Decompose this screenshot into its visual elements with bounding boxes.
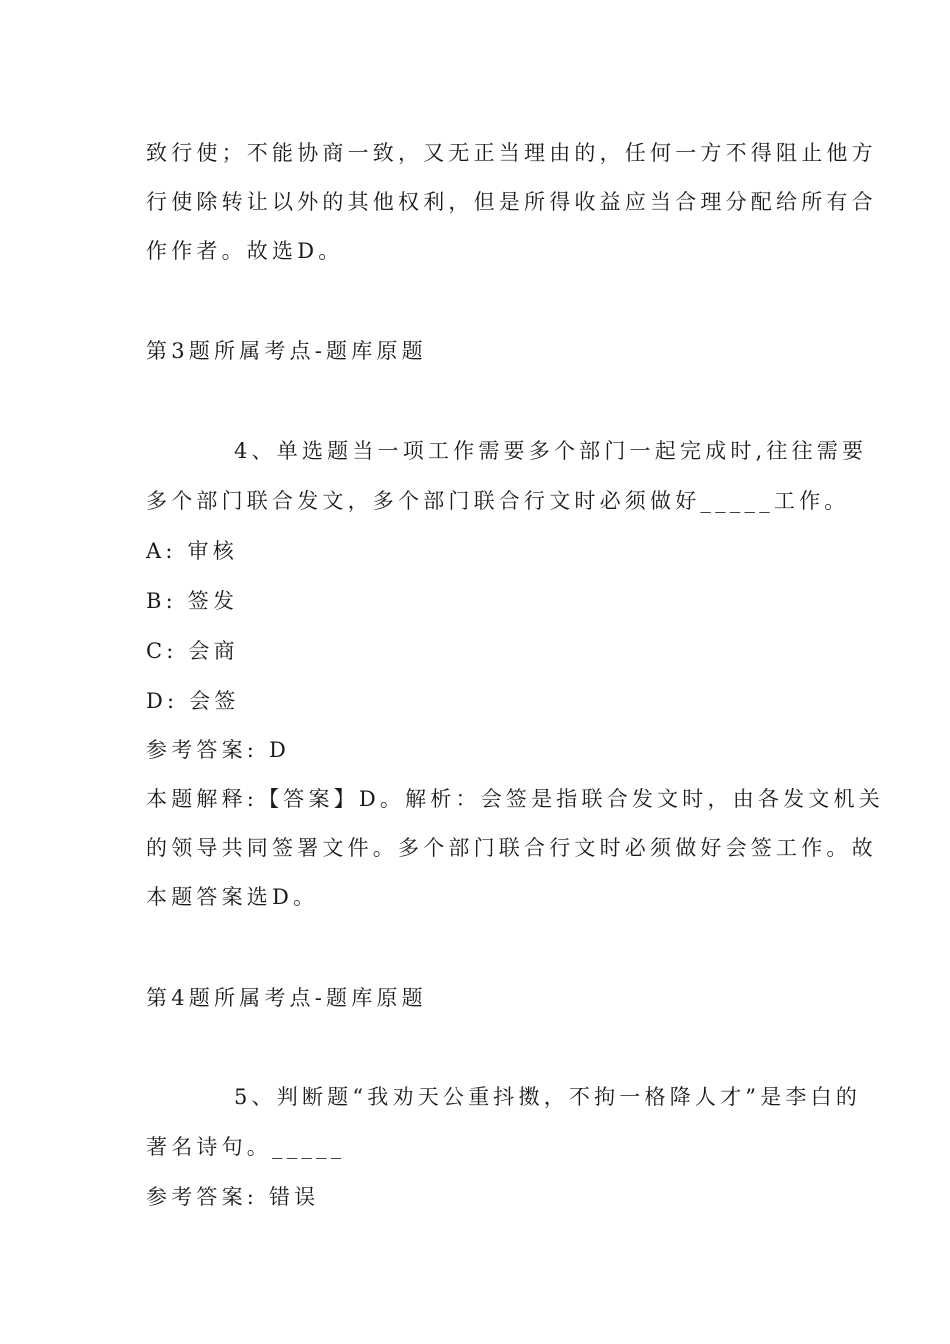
option-b: B: 签发: [146, 589, 239, 613]
question-5-stem-line2: [146, 1132, 346, 1162]
explanation-line: 本题解释:【答案】D。解析：会签是指联合发文时，由各发文机关: [146, 787, 884, 811]
stem-text: 工作。: [773, 489, 850, 513]
stem-text: 著名诗句。: [146, 1135, 272, 1159]
answer-blank: _____: [272, 1135, 346, 1159]
option-c: C: 会商: [146, 639, 239, 663]
answer-label: 参考答案: 错误: [146, 1185, 320, 1209]
answer-blank: _____: [700, 489, 774, 513]
knowledge-point-label: 第3题所属考点-题库原题: [146, 339, 427, 363]
knowledge-point-label: 第4题所属考点-题库原题: [146, 986, 427, 1010]
stem-text: 多个部门联合发文，多个部门联合行文时必须做好: [146, 489, 701, 513]
question-5-stem-line1: 5、判断题“我劝天公重抖擞，不拘一格降人才”是李白的: [234, 1085, 862, 1109]
option-a: A: 审核: [146, 539, 238, 563]
question-4-stem-line1: 4、单选题当一项工作需要多个部门一起完成时,往往需要: [234, 439, 868, 463]
option-d: D: 会签: [146, 689, 240, 713]
paragraph-line: 行使除转让以外的其他权利，但是所得收益应当合理分配给所有合: [146, 190, 877, 214]
answer-label: 参考答案: D: [146, 738, 290, 762]
question-4-stem-line2: [146, 486, 850, 516]
explanation-line: 的领导共同签署文件。多个部门联合行文时必须做好会签工作。故: [146, 836, 877, 860]
paragraph-line: 作作者。故选D。: [146, 239, 344, 263]
paragraph-line: 致行使；不能协商一致，又无正当理由的，任何一方不得阻止他方: [146, 141, 877, 165]
explanation-line: 本题答案选D。: [146, 885, 319, 909]
